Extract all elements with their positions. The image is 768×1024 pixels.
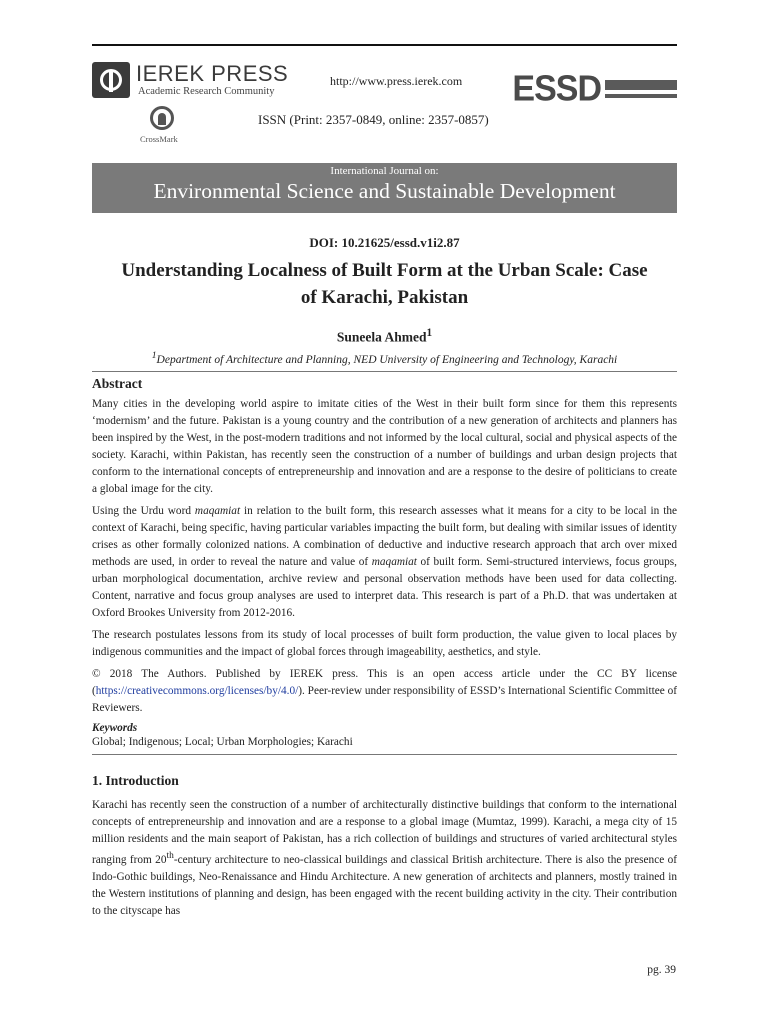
introduction-paragraph-1 xyxy=(92,797,677,920)
essd-logo-bar xyxy=(605,80,677,90)
license-paragraph xyxy=(92,666,677,717)
introduction-heading: 1. Introduction xyxy=(92,773,179,789)
keywords-heading: Keywords xyxy=(92,722,138,735)
page-number: pg. 39 xyxy=(647,964,676,976)
journal-title: Environmental Science and Sustainable Development xyxy=(153,179,616,203)
publisher-url[interactable]: http://www.press.ierek.com xyxy=(330,74,463,88)
author-affiliation xyxy=(92,350,677,366)
affiliation-superscript: 1 xyxy=(151,349,157,361)
crossmark-badge[interactable] xyxy=(140,106,180,150)
essd-logo: ESSD xyxy=(512,69,601,109)
author-superscript: 1 xyxy=(426,327,433,339)
ierek-logo-icon xyxy=(92,62,130,98)
abstract-paragraph-3: The research postulates lessons from its study of local processes of built form production, the value given to local places by indigenous communities and the impact of global forces through imageability, aesthetics, and style. xyxy=(92,629,677,659)
abstract-heading: Abstract xyxy=(92,376,143,392)
abstract-rule-top xyxy=(92,371,677,372)
license-text-b: ). Peer-review under responsibility of ESSD’s International Scientific Committee of Reviewers. xyxy=(92,685,678,715)
license-text-a: © 2018 The Authors. Published by IEREK press. This is an open access article under the CC BY license ( xyxy=(92,668,677,698)
article-title-line-2: of Karachi, Pakistan xyxy=(300,287,469,308)
abstract-paragraph-2 xyxy=(92,503,677,622)
keywords-list: Global; Indigenous; Local; Urban Morphologies; Karachi xyxy=(92,736,353,749)
essd-logo-bar-thin xyxy=(605,94,677,98)
affiliation-text: Department of Architecture and Planning, NED University of Engineering and Technology, Karachi xyxy=(156,353,618,366)
crossmark-icon xyxy=(150,106,174,130)
crossmark-label: CrossMark xyxy=(140,134,178,144)
abstract-p2-emphasis-1: maqamiat xyxy=(194,505,241,518)
top-rule xyxy=(92,44,677,46)
abstract-p2-part-a: Using the Urdu word xyxy=(92,505,195,518)
ierek-press-logo[interactable] xyxy=(92,61,289,102)
intro-p1-superscript: th xyxy=(166,851,174,862)
abstract-paragraph-1: Many cities in the developing world aspire to imitate cities of the West in their built form since for them this represents ‘modernism’ and the future. Pakistan is a young country and the contribution of a new generation of architects and planners has been inspired by the West, in the post-modern traditions and not informed by the local cultural, social and physical aspects of the society. Karachi, within Pakistan, has recently seen the construction of a number of buildings and urban design projects that conform to the international concepts of entrepreneurship and innovation and are a response to the desire of politicians to create a global image for the city. xyxy=(92,398,677,496)
abstract-p2-part-b: in relation to the built form, this research assesses what it means for a city to be local in the context of Karachi, being specific, having particular variables impacting the built form, but dealing with similar issues of identity crises as other formally colonized nations. A combination of deductive and inductive research approach that arch over mixed methods are used, in order to reveal the nature and value of xyxy=(92,505,678,569)
journal-kicker: International Journal on: xyxy=(330,165,439,177)
abstract-p2-emphasis-2: maqamiat xyxy=(371,556,417,569)
article-title-line-1: Understanding Localness of Built Form at the Urban Scale: Case xyxy=(121,260,648,281)
journal-header xyxy=(92,60,677,150)
article-doi: DOI: 10.21625/essd.v1i2.87 xyxy=(309,235,460,250)
abstract-rule-bottom xyxy=(92,754,677,755)
author-name: Suneela Ahmed xyxy=(336,329,427,345)
intro-p1-part-b: -century architecture to neo-classical buildings and classical British architecture. There is also the presence of Indo-Gothic buildings, Neo-Renaissance and Hindu Architecture. A new generation of architects and planners, mostly trained in the Western institutions of planning and design, has been engaged with the recent building activity in the city. Their contribution to the cityscape has xyxy=(92,854,677,918)
article-author xyxy=(92,327,677,346)
issn-text: ISSN (Print: 2357-0849, online: 2357-0857) xyxy=(258,112,489,127)
license-link[interactable]: https://creativecommons.org/licenses/by/4.0/ xyxy=(95,685,299,698)
journal-title-band xyxy=(92,163,677,213)
publisher-subtitle: Academic Research Community xyxy=(138,86,275,97)
paper-page xyxy=(92,44,677,925)
article-title xyxy=(92,257,677,311)
intro-p1-part-a: Karachi has recently seen the construction of a number of architecturally distinctive buildings that conform to the international concepts of entrepreneurship and innovation and are a response to a global image (Mumtaz, 1999). Karachi, a mega city of 15 million residents and the main seaport of Pakistan, has a rich collection of buildings and structures of varied architectural styles ranging from 20 xyxy=(92,799,677,867)
publisher-name: IEREK PRESS xyxy=(136,61,289,86)
abstract-p2-part-c: of built form. Semi-structured interviews, focus groups, urban morphological documentation, archive review and personal observation methods have been used for data collecting. Content, narrative and focus group analyses are used to interpret data. This research is part of a Ph.D. that was undertaken at Oxford Brookes University from 2012-2016. xyxy=(92,556,677,620)
